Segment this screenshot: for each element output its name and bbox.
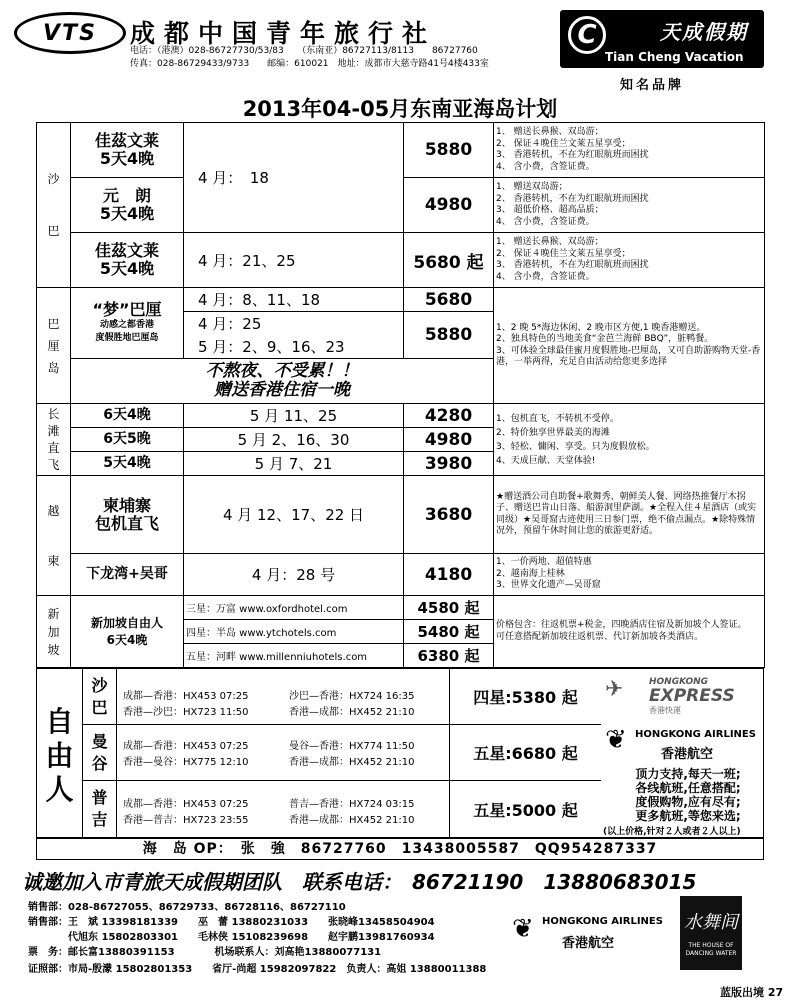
product-name: 6天5晚 — [71, 428, 184, 452]
price-footnote: (以上价格,针对２人或者２人以上) — [603, 827, 741, 837]
departure-date: 4 月： 18 — [184, 123, 404, 233]
product-name: 佳茲文莱 5天4晚 — [71, 233, 184, 288]
price: 3680 — [404, 476, 494, 554]
hotel-option: 三星：万富 www.oxfordhotel.com — [184, 596, 404, 620]
flight-info: 成都—香港：HX453 07:25 — [123, 691, 249, 702]
price: 4980 — [404, 178, 494, 233]
departure-date: 5 月 2、16、30 — [184, 428, 404, 452]
table-row — [37, 554, 765, 596]
itinerary-table — [36, 122, 765, 668]
free-price: 五星:6680 起 — [449, 725, 601, 780]
sales-line: 销售部：王 斌 13398181339 巫 蕾 13880231033 张晓峰13458504904 — [28, 917, 435, 928]
product-name: 下龙湾+吴哥 — [71, 554, 184, 596]
flight-info: 香港—成都：HX452 21:10 — [289, 757, 415, 768]
join-line: 诚邀加入市青旅天成假期团队 联系电话： 86721190 13880683015 — [22, 870, 697, 894]
free-dest: 普 吉 — [83, 781, 117, 837]
dancing-water-logo: 水舞间 THE HOUSE OF DANCING WATER — [680, 896, 742, 970]
free-price: 四星:5380 起 — [449, 669, 601, 724]
price: 5880 — [404, 312, 494, 359]
promo-text: 不熬夜、不受累！！ 赠送香港住宿一晚 — [71, 359, 494, 404]
flight-info: 香港—成都：HX452 21:10 — [289, 815, 415, 826]
tiancheng-mark-icon: C — [568, 16, 606, 54]
tiancheng-brand-cn: 天成假期 — [660, 20, 748, 44]
product-notes: 1、 赠送长鼻猴、双岛游； 2、 保证４晚佳兰文莱五星享受； 3、 香港转机，不在为红眼航班而困扰 4、 含小费，含签证费。 — [494, 233, 765, 288]
departure-date: 5 月：2、9、16、23 — [184, 335, 404, 359]
org-name: 成都中国青年旅行社 — [130, 19, 437, 48]
dest-singapore: 新 加 坡 — [37, 596, 71, 668]
phone-line: 电话：（港澳）028-86727730/53/83 （东南亚）86727113/8113 86727760 — [130, 46, 478, 56]
product-notes: 价格包含：往返机票+税金，四晚酒店住宿及新加坡个人签证。 可任意搭配新加坡往返机票、代订新加坡各类酒店。 — [494, 596, 765, 668]
dest-changtan: 长 滩 直 飞 — [37, 404, 71, 476]
flight-info: 香港—沙巴：HX723 11:50 — [123, 707, 249, 718]
hk-express-logo: ✈ HONGKONG EXPRESS 香港快運 — [605, 677, 735, 715]
product-name: 佳茲文莱 5天4晚 — [71, 123, 184, 178]
flight-info: 香港—曼谷：HX775 12:10 — [123, 757, 249, 768]
page-footer: 蓝版出境 27 — [720, 986, 784, 999]
free-row-bangkok — [83, 725, 601, 781]
table-row — [37, 288, 765, 312]
free-dest: 曼 谷 — [83, 725, 117, 780]
price: 5680 — [404, 288, 494, 312]
price: 3980 — [404, 452, 494, 476]
flight-info: 沙巴—香港：HX724 16:35 — [289, 691, 415, 702]
product-notes: 1、 赠送双岛游； 2、 香港转机，不在为红眼航班而困扰 3、 超低价格、超高品质； 4、 含小费，含签证费。 — [494, 178, 765, 233]
price: 6380 起 — [404, 644, 494, 668]
dest-bali: 巴 厘 岛 — [37, 288, 71, 404]
hotel-option: 四星：半岛 www.ytchotels.com — [184, 620, 404, 644]
free-travel-label: 自 由 人 — [37, 669, 83, 837]
departure-date: 4 月：21、25 — [184, 233, 404, 288]
sales-line: 销售部：028-86727055、86729733、86728116、86727110 — [28, 902, 346, 913]
free-dest: 沙 巴 — [83, 669, 117, 724]
product-name: “梦”巴厘 动感之都香港 度假胜地巴厘岛 — [71, 288, 184, 359]
free-travel-section — [36, 668, 764, 838]
sales-line: 代旭东 15802803301 毛林侠 15108239698 赵宇鹏13981760934 — [28, 932, 435, 943]
product-name: 柬埔寨 包机直飞 — [71, 476, 184, 554]
product-name: 元 朗 5天4晚 — [71, 178, 184, 233]
hotel-option: 五星：河畔 www.millenniuhotels.com — [184, 644, 404, 668]
flight-info: 成都—香港：HX453 07:25 — [123, 799, 249, 810]
departure-date: 4 月：8、11、18 — [184, 288, 404, 312]
flight-info: 成都—香港：HX453 07:25 — [123, 741, 249, 752]
table-row — [37, 123, 765, 178]
price: 4980 — [404, 428, 494, 452]
product-notes: 1、2 晚 5*海边休闲、2 晚市区方便,1 晚香港赠送。 2、独具特色的当地美食“金芭兰海鲜 BBQ”，脏鸭餐。 3、可体验全球最佳蜜月度假胜地-巴厘岛，又可自助游购物天堂-香港，一举两得，充足自由活动给您更多选择 — [494, 288, 765, 404]
product-name: 新加坡自由人 6天4晚 — [71, 596, 184, 668]
flight-info: 普吉—香港：HX724 03:15 — [289, 799, 415, 810]
departure-date: 4 月：25 — [184, 312, 404, 336]
product-name: 5天4晚 — [71, 452, 184, 476]
op-contact: 海 岛 OP： 张 強 86727760 13438005587 QQ954287337 — [36, 838, 764, 860]
price: 5680 起 — [404, 233, 494, 288]
dest-vietnam-cambodia: 越 柬 — [37, 476, 71, 596]
sales-line: 证照部：市局-殷濛 15802801353 省厅-尚超 15982097822 负责人：高姐 13880011388 — [28, 964, 487, 975]
price: 4580 起 — [404, 596, 494, 620]
tiancheng-logo — [560, 10, 764, 68]
hk-airlines-icon: ❦ — [512, 914, 534, 944]
hk-express-icon: ✈ — [605, 677, 624, 702]
table-row — [37, 404, 765, 428]
table-row — [37, 476, 765, 554]
departure-date: 4 月：28 号 — [184, 554, 404, 596]
departure-date: 5 月 7、21 — [184, 452, 404, 476]
price: 4180 — [404, 554, 494, 596]
flight-info: 香港—成都：HX452 21:10 — [289, 707, 415, 718]
bottom-hk-airlines-logo: ❦ HONGKONG AIRLINES 香港航空 — [512, 914, 663, 951]
free-row-sabah — [83, 669, 601, 725]
brand-slogan: 知名品牌 — [620, 78, 685, 93]
hk-airlines-logo: ❦ HONGKONG AIRLINES 香港航空 — [605, 725, 756, 762]
product-notes: ★赠送酒公司自助餐+歌舞秀、朝鲜美人餐、网络热推餐厅木拐子、赠送巴肯山日落、船游洞里萨湖。★全程入住４星酒店（或实同级）★吴哥窟古迹使用三日参门票，绝不偷点漏点。★除特殊情况外，预留午休时间让您的旅游更舒适。 — [494, 476, 765, 554]
price: 5880 — [404, 123, 494, 178]
fax-line: 传真：028-86729433/9733 邮编：610021 地址：成都市大慈寺路41号4楼433室 — [130, 59, 489, 69]
flight-info: 香港—普吉：HX723 23:55 — [123, 815, 249, 826]
product-notes: 1、 赠送长鼻猴、双岛游； 2、 保证４晚佳兰文莱五星享受； 3、 香港转机，不在为红眼航班而困扰 4、 含小费，含签证费。 — [494, 123, 765, 178]
table-row — [37, 596, 765, 620]
support-text: 顶力支持,每天一班; 各线航班,任意搭配; 度假购物,应有尽有; 更多航班,等您来选; — [635, 767, 741, 823]
product-notes: 1、一价两地、超值特惠 2、越南海上桂林 3、世界文化遗产—吴哥窟 — [494, 554, 765, 596]
table-row — [37, 233, 765, 288]
hk-airlines-icon: ❦ — [605, 725, 627, 755]
dest-sabah: 沙 巴 — [37, 123, 71, 288]
sales-line: 票 务：邮长富13880391153 机场联系人：刘高艳13880077131 — [28, 947, 382, 958]
free-row-phuket — [83, 781, 601, 837]
flight-info: 曼谷—香港：HX774 11:50 — [289, 741, 415, 752]
tiancheng-brand-en: Tian Cheng Vacation — [605, 50, 744, 64]
page-title: 2013年04-05月东南亚海岛计划 — [242, 97, 558, 121]
company-logo: VTS — [14, 12, 126, 54]
price: 4280 — [404, 404, 494, 428]
product-name: 6天4晚 — [71, 404, 184, 428]
departure-date: 5 月 11、25 — [184, 404, 404, 428]
price: 5480 起 — [404, 620, 494, 644]
free-price: 五星:5000 起 — [449, 781, 601, 837]
departure-date: 4 月 12、17、22 日 — [184, 476, 404, 554]
product-notes: 1、包机直飞，不转机不受停。 2、特价独享世界最美的海滩 3、轻松、慵闲、享受。只为度假放松。 4、天成巨献、天堂体验! — [494, 404, 765, 476]
